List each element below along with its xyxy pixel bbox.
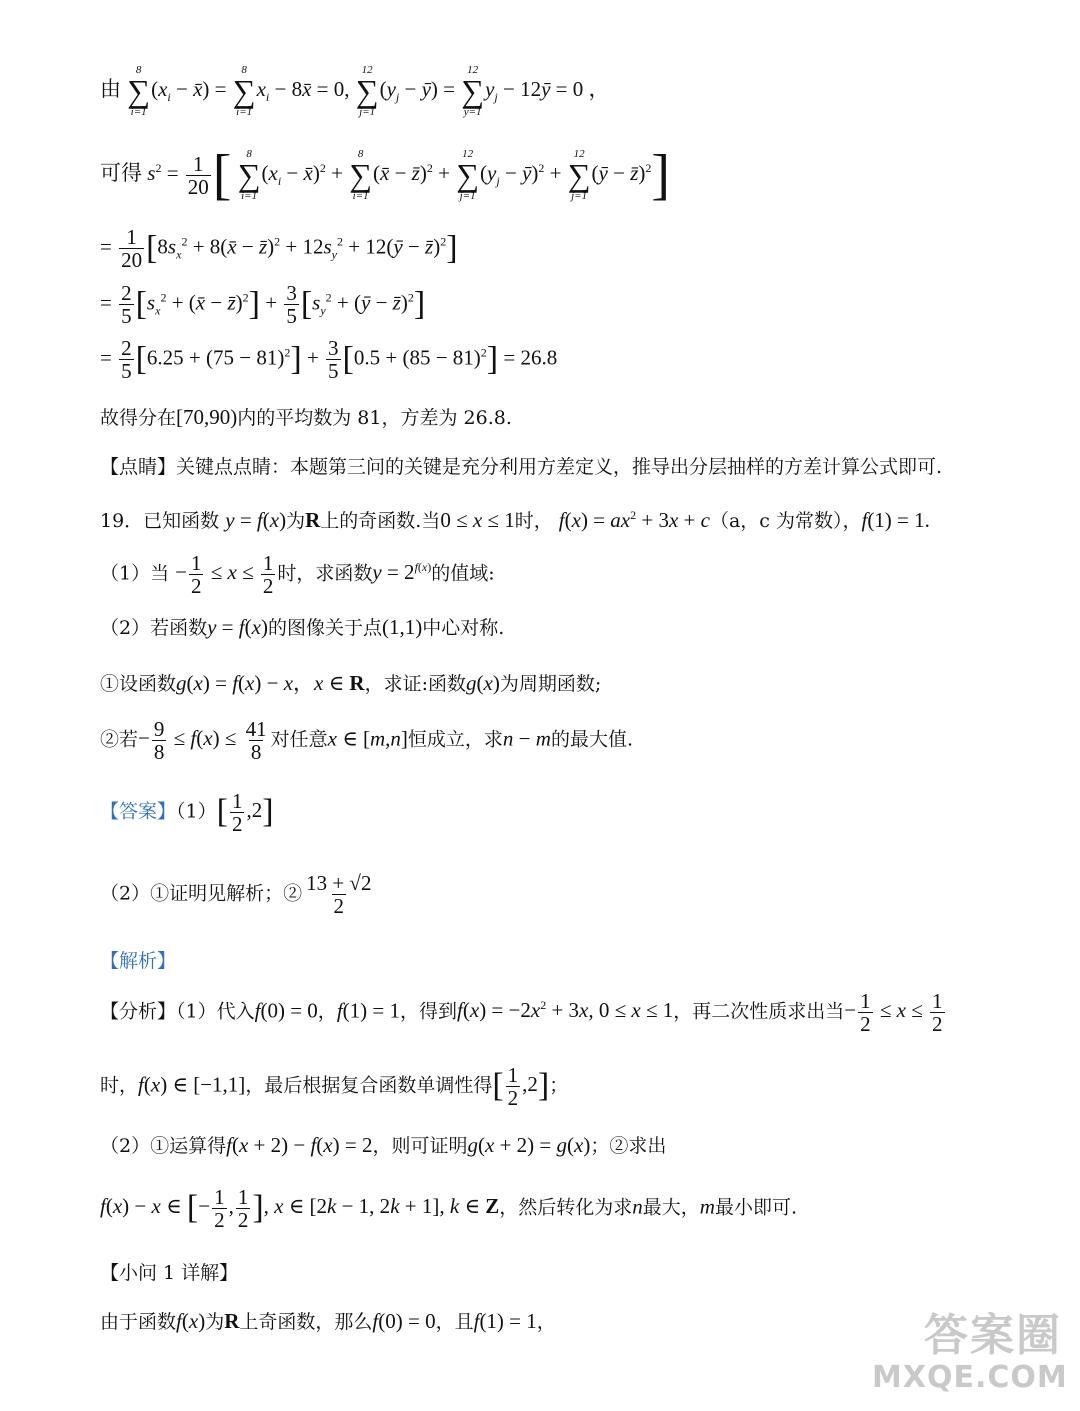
text-fx1-a: （1）代入 bbox=[176, 1000, 255, 1023]
text-part2-c: 中心对称. bbox=[422, 617, 505, 639]
jiexi-label: 【解析】 bbox=[100, 950, 177, 972]
problem-19-part2: （2）若函数y = f(x)的图像关于点(1,1)中心对称. bbox=[100, 615, 505, 639]
text-part2-a: （2）若函数 bbox=[100, 617, 208, 639]
problem-19-part1: （1）当 − $\frac{1}{2}$ ≤ x ≤ $\frac{1}{2}$ 时，求函数$y = 2^{f(x)}$的值域: bbox=[100, 551, 495, 598]
analysis-line-2: 时，f(x) ∈ [−1,1]，最后根据复合函数单调性得[ $\frac{1}{2}$ ,2]； bbox=[100, 1063, 569, 1110]
formula-step-1: = $\frac{1}{20}$ [$8s_x^2$ + 8(x̄ − z̄)$^2$ + $12s_y^2$ + 12(ȳ − z̄)$^2$] bbox=[100, 225, 458, 272]
text-fx4-b: ，然后转化为求 bbox=[499, 1196, 633, 1219]
analysis-line-4: f(x) − x ∈ [− $\frac{1}{2}$ , $\frac{1}{2}$ ], x ∈ [2k − 1, 2k + 1], k ∈ Z，然后转化为求n最大，m最小即可. bbox=[100, 1185, 797, 1232]
text-fx4-c: 最大， bbox=[642, 1196, 700, 1219]
text-fx1-c: ，得到 bbox=[400, 1000, 458, 1023]
text-conclusion-mid: 内的平均数为 81，方差为 26.8. bbox=[237, 407, 512, 429]
text-part2-2-a: ②若 bbox=[100, 728, 139, 751]
text-part2-2-d: 的最大值. bbox=[550, 728, 633, 751]
analysis-line-3: （2）①运算得f(x + 2) − f(x) = 2，则可证明g(x + 2) = g(x)；②求出 bbox=[100, 1133, 667, 1157]
formula-sum-deviation: 由 8 ∑ i=1 ($x_i$ − x̄) = 8 ∑ i=1 $x_i$ − 8x̄ = 0, 12 ∑ j=1 ($y_j$ − ȳ) = 12 ∑ y=1 $y_j$ − 12ȳ = 0 ， bbox=[100, 64, 610, 118]
analysis-label: 【分析】 bbox=[100, 1000, 177, 1023]
answer-label: 【答案】 bbox=[100, 800, 177, 823]
answer-part2-text: （2）①证明见解析；② bbox=[100, 882, 303, 905]
text-fx3-c: ；②求出 bbox=[590, 1135, 667, 1157]
text-kede: 可得 bbox=[100, 160, 142, 185]
text-fx1-b: ， bbox=[317, 1000, 337, 1023]
text-fx2-a: 时， bbox=[100, 1074, 139, 1097]
analysis-line-1: 【分析】（1）代入f(0) = 0，f(1) = 1，得到$f(x) = -2x^2 + 3x$, 0 ≤ x ≤ 1，再二次性质求出当− $\frac{1}{2}$ ≤ x ≤ $\frac{1}{2}$ bbox=[100, 989, 943, 1036]
text-part2-1-a: ①设函数 bbox=[100, 673, 177, 695]
text-last-b: 为 bbox=[205, 1311, 225, 1333]
text-fx2-b: ，最后根据复合函数单调性得 bbox=[245, 1074, 493, 1097]
text-fx3-b: ，则可证明 bbox=[372, 1135, 468, 1157]
last-line: 由于函数f(x)为R上奇函数，那么f(0) = 0，且f(1) = 1， bbox=[100, 1309, 556, 1333]
conclusion-line: 故得分在[70,90)内的平均数为 81，方差为 26.8. bbox=[100, 405, 512, 429]
text-part2-2-b: 对任意 bbox=[270, 728, 328, 751]
answer-part1-label: （1） bbox=[176, 800, 217, 823]
text-p19-e: （a，c 为常数）， bbox=[709, 510, 862, 532]
watermark-top-text: 答案圈 bbox=[924, 1310, 1062, 1361]
text-fx1-d: ，再二次性质求出当 bbox=[673, 1000, 845, 1023]
text-fx4-d: 最小即可. bbox=[714, 1196, 797, 1219]
text-you: 由 bbox=[100, 76, 121, 101]
text-last-d: ，且 bbox=[435, 1311, 474, 1333]
text-part2-1-c: 为周期函数; bbox=[499, 673, 602, 695]
text-fx3-a: （2）①运算得 bbox=[100, 1135, 227, 1157]
text-part1-b: 时，求函数 bbox=[277, 562, 373, 585]
text-fx2-c: ； bbox=[549, 1074, 569, 1097]
formula-step-2: = $\frac{2}{5}$ [$s_x^2$ + (x̄ − z̄)$^2$] + $\frac{3}{5}$ [$s_y^2$ + (ȳ − z̄)$^2$] bbox=[100, 281, 426, 328]
problem-19-statement: 19．已知函数 y = f(x)为R上的奇函数.当0 ≤ x ≤ 1时， $f(x) = ax^2 + 3x + c(a$，c 为常数），f(1) = 1. bbox=[100, 508, 930, 532]
text-last-e: ， bbox=[536, 1311, 556, 1333]
problem-19-part2-2: ②若− $\frac{9}{8}$ ≤ f(x) ≤ $\frac{41}{8}$ 对任意x ∈ [m,n]恒成立，求n − m的最大值. bbox=[100, 717, 633, 764]
text-p19-c: 上的奇函数.当 bbox=[320, 510, 441, 532]
text-p19-d: 时， bbox=[514, 510, 553, 532]
text-part1-a: （1）当 bbox=[100, 562, 170, 585]
text-part2-2-c: 恒成立，求 bbox=[407, 728, 503, 751]
text-conclusion-pre: 故得分在 bbox=[100, 407, 177, 429]
text-p19-b: 为 bbox=[286, 510, 306, 532]
watermark-bottom-text: MXQE.COM bbox=[872, 1360, 1068, 1395]
formula-variance-def: 可得 $s^2$ = $\frac{1}{20}$ [ 8 ∑ i=1 ($x_i$ − x̄)$^2$ + 8 ∑ i=1 (x̄ − z̄)$^2$ + 12 ∑ j=1 ($y_j$ − ȳ)$^2$ + 12 ∑ j=1 (ȳ − z̄)$^2$] bbox=[100, 144, 671, 206]
answer-line-1: 【答案】（1）[ $\frac{1}{2}$ ,2] bbox=[100, 789, 274, 836]
text-part1-c: 的值域: bbox=[431, 562, 495, 585]
text-last-a: 由于函数 bbox=[100, 1311, 177, 1333]
text-last-c: 上奇函数，那么 bbox=[239, 1311, 373, 1333]
problem-19-part2-1: ①设函数g(x) = f(x) − x，x ∈ R，求证:函数g(x)为周期函数; bbox=[100, 671, 602, 695]
answer-line-2: （2）①证明见解析；② $\frac{13 + √2}{2}$ bbox=[100, 871, 372, 918]
formula-step-3: = $\frac{2}{5}$ $[6.25 + (75 - 81)^2]$ + $\frac{3}{5}$ $[0.5 + (85 - 81)^2] = 26.8$ bbox=[100, 336, 558, 383]
text-part2-1-b: ，求证:函数 bbox=[364, 673, 466, 695]
subquestion-1-header: 【小问 1 详解】 bbox=[100, 1262, 239, 1284]
text-p19-a: 19．已知函数 bbox=[100, 510, 220, 532]
watermark-logo bbox=[872, 1310, 1068, 1401]
text-part2-b: 的图像关于点 bbox=[267, 617, 382, 639]
dianjing-line: 【点睛】关键点点睛：本题第三问的关键是充分利用方差定义，推导出分层抽样的方差计算公式即可. bbox=[100, 456, 943, 478]
